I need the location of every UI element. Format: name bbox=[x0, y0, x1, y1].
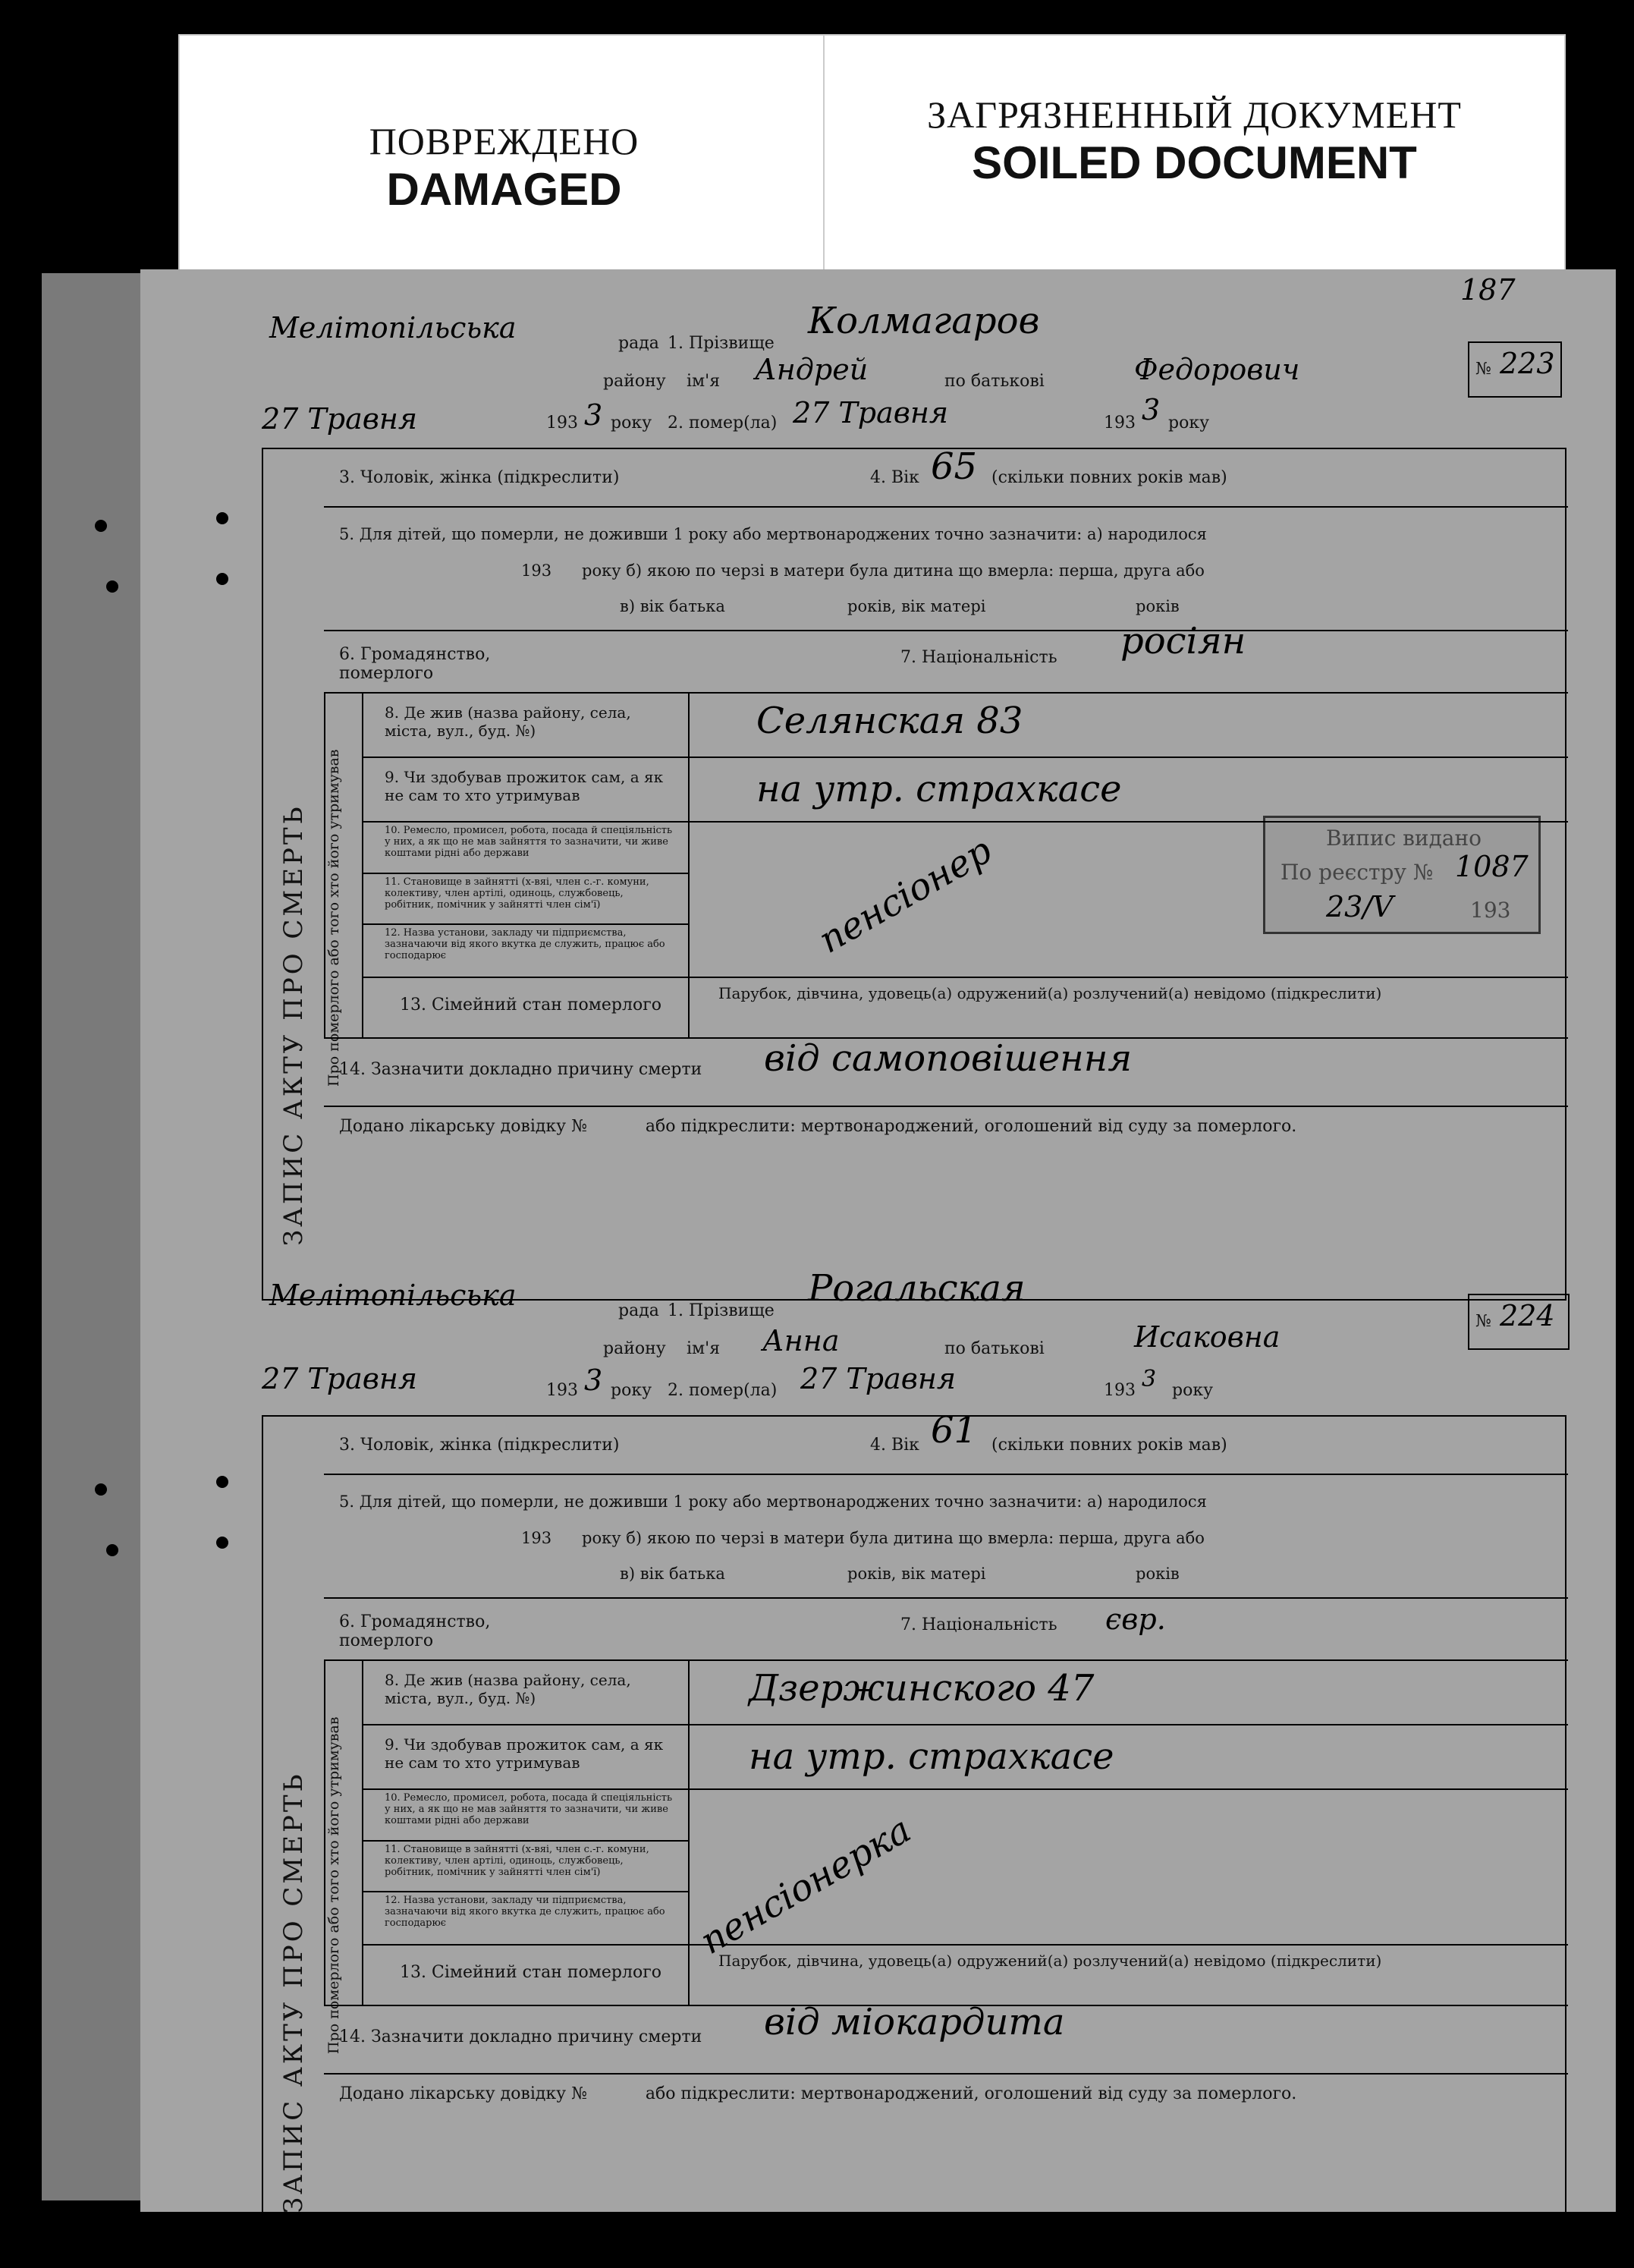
surname: Колмагаров bbox=[808, 300, 1040, 342]
field-5-label: 5. Для дітей, що померли, не доживши 1 року або мертвонароджених точно зазначити: а) народилося bbox=[339, 1493, 1207, 1511]
record-body bbox=[262, 445, 1566, 1301]
printed-label: 193 bbox=[521, 1529, 552, 1547]
printed-label: 1. Прізвище bbox=[668, 1301, 775, 1320]
soiled-label-en: SOILED DOCUMENT bbox=[972, 137, 1417, 188]
occupation: пенсіонерка bbox=[693, 1808, 919, 1963]
residence-address: Дзержинского 47 bbox=[749, 1667, 1095, 1710]
stamp-line2: По реєстру № bbox=[1280, 860, 1434, 885]
age: 65 bbox=[931, 445, 978, 488]
printed-label: 193 bbox=[1104, 414, 1136, 433]
occupation: пенсіонер bbox=[811, 829, 999, 962]
field-12-label: 12. Назва установи, закладу чи підприємства, зазначаючи від якого вкутка де служить, працює або господарює bbox=[385, 927, 665, 961]
number-sign: № bbox=[1475, 1312, 1491, 1331]
printed-label: років, вік матері bbox=[847, 1565, 986, 1583]
source-of-support: на утр. страхкасе bbox=[756, 768, 1122, 810]
printed-label: 193 bbox=[1104, 1381, 1136, 1400]
registration-date: 27 Травня bbox=[262, 402, 418, 436]
binding-hole bbox=[216, 1537, 228, 1549]
printed-label: року bbox=[611, 414, 652, 433]
printed-label: рада bbox=[618, 1301, 659, 1320]
printed-label: по батькові bbox=[944, 372, 1045, 391]
field-4-label: 4. Вік bbox=[870, 1436, 919, 1455]
residence-address: Селянская 83 bbox=[756, 700, 1023, 742]
printed-label: району bbox=[603, 372, 666, 391]
binding-hole bbox=[216, 573, 228, 585]
register-page bbox=[140, 269, 1616, 2212]
cause-of-death: від самоповішення bbox=[764, 1037, 1133, 1080]
footer-note: Додано лікарську довідку № або підкреслити: мертвонароджений, оголошений від суду за померлого. bbox=[339, 2084, 1297, 2103]
nationality: росіян bbox=[1120, 620, 1246, 662]
field-10-label: 10. Ремесло, промисел, робота, посада й спеціяльність у них, а як що не мав зайняття то зазначити, чи живе коштами рідні або держави bbox=[385, 1792, 673, 1826]
record-body bbox=[262, 1409, 1566, 2268]
field-8-label: 8. Де жив (назва району, села, міста, вул., буд. №) bbox=[385, 703, 631, 740]
field-9-label: 9. Чи здобував прожиток сам, а як не сам то хто утримував bbox=[385, 1735, 664, 1772]
first-name: Анна bbox=[762, 1324, 840, 1357]
first-name: Андрей bbox=[755, 353, 869, 386]
margin-note: 187 bbox=[1460, 273, 1516, 307]
marital-status-options: Парубок, дівчина, удовець(а) одружений(а) розлучений(а) невідомо (підкреслити) bbox=[718, 984, 1382, 1002]
stamp-line1: Випис видано bbox=[1326, 826, 1482, 851]
printed-label: років, вік матері bbox=[847, 597, 986, 615]
printed-label: по батькові bbox=[944, 1339, 1045, 1358]
record-number-box bbox=[1468, 341, 1562, 398]
printed-label: року bbox=[611, 1381, 652, 1400]
death-year-digit: 3 bbox=[1142, 1366, 1157, 1392]
binding-hole bbox=[216, 512, 228, 524]
record-number-box bbox=[1468, 1294, 1570, 1350]
footer-note: Додано лікарську довідку № або підкреслити: мертвонароджений, оголошений від суду за померлого. bbox=[339, 1117, 1297, 1136]
printed-label: ім'я bbox=[687, 372, 721, 391]
council-name: Мелітопільська bbox=[269, 311, 517, 344]
printed-label: (скільки повних років мав) bbox=[991, 1436, 1227, 1455]
stamp-year: 193 bbox=[1470, 898, 1511, 923]
printed-label: в) вік батька bbox=[620, 1565, 725, 1583]
registration-year-digit: 3 bbox=[584, 398, 603, 432]
printed-label: 2. помер(ла) bbox=[668, 414, 778, 433]
field-6-label: 6. Громадянство, померлого bbox=[339, 1612, 491, 1650]
marital-status-options: Парубок, дівчина, удовець(а) одружений(а) розлучений(а) невідомо (підкреслити) bbox=[718, 1952, 1382, 1970]
field-13-label: 13. Сімейний стан померлого bbox=[400, 1963, 662, 1982]
field-3-label: 3. Чоловік, жінка (підкреслити) bbox=[339, 1436, 620, 1455]
printed-label: ім'я bbox=[687, 1339, 721, 1358]
binding-hole bbox=[216, 1476, 228, 1488]
printed-label: 2. помер(ла) bbox=[668, 1381, 778, 1400]
side-title: ЗАПИС АКТУ ПРО СМЕРТЬ bbox=[278, 1771, 309, 2213]
printed-label: року б) якою по черзі в матери була дитина що вмерла: перша, друга або bbox=[582, 561, 1205, 580]
cause-of-death: від міокардита bbox=[764, 2001, 1065, 2043]
death-date: 27 Травня bbox=[800, 1362, 957, 1395]
field-8-label: 8. Де жив (назва району, села, міста, вул., буд. №) bbox=[385, 1671, 631, 1707]
printed-label: 1. Прізвище bbox=[668, 334, 775, 353]
printed-label: 193 bbox=[546, 1381, 578, 1400]
nationality: євр. bbox=[1105, 1603, 1166, 1636]
field-7-label: 7. Національність bbox=[900, 648, 1057, 667]
field-12-label: 12. Назва установи, закладу чи підприємства, зазначаючи від якого вкутка де служить, працює або господарює bbox=[385, 1895, 665, 1929]
field-9-label: 9. Чи здобував прожиток сам, а як не сам то хто утримував bbox=[385, 768, 664, 804]
field-14-label: 14. Зазначити докладно причину смерти bbox=[339, 1060, 702, 1079]
soiled-label-card bbox=[823, 34, 1566, 288]
field-11-label: 11. Становище в зайнятті (х-вяі, член с.-г. комуни, колективу, член артілі, одиноць, службовець, робітник, помічник у зайнятті член сім'ї) bbox=[385, 1844, 649, 1878]
printed-label: району bbox=[603, 1339, 666, 1358]
side-title: ЗАПИС АКТУ ПРО СМЕРТЬ bbox=[278, 804, 309, 1246]
field-10-label: 10. Ремесло, промисел, робота, посада й спеціяльність у них, а як що не мав зайняття то зазначити, чи живе коштами рідні або держави bbox=[385, 825, 673, 859]
number-sign: № bbox=[1475, 360, 1491, 379]
side-subtitle: Про померлого або того хто його утримував bbox=[325, 749, 342, 1087]
patronymic: Исаковна bbox=[1134, 1320, 1280, 1354]
record-number: 223 bbox=[1500, 347, 1555, 380]
binding-hole bbox=[106, 1544, 118, 1556]
death-record-form bbox=[262, 1267, 1566, 2268]
registration-date: 27 Травня bbox=[262, 1362, 418, 1395]
side-subtitle: Про померлого або того хто його утримував bbox=[325, 1716, 342, 2054]
age: 61 bbox=[931, 1409, 978, 1452]
printed-label: 193 bbox=[546, 414, 578, 433]
record-number: 224 bbox=[1500, 1299, 1555, 1332]
stamp-date: 23/V bbox=[1326, 890, 1394, 923]
field-4-label: 4. Вік bbox=[870, 468, 919, 487]
registration-year-digit: 3 bbox=[584, 1364, 603, 1397]
printed-label: року bbox=[1168, 414, 1210, 433]
patronymic: Федорович bbox=[1134, 353, 1300, 386]
printed-label: рада bbox=[618, 334, 659, 353]
binding-hole bbox=[95, 1483, 107, 1496]
stamp-register-number: 1087 bbox=[1455, 850, 1529, 883]
binding-hole bbox=[106, 580, 118, 593]
death-record-form bbox=[262, 273, 1566, 1301]
printed-label: (скільки повних років мав) bbox=[991, 468, 1227, 487]
field-14-label: 14. Зазначити докладно причину смерти bbox=[339, 2027, 702, 2046]
binding-hole bbox=[95, 520, 107, 532]
printed-label: років bbox=[1136, 597, 1180, 615]
field-6-label: 6. Громадянство, померлого bbox=[339, 645, 491, 683]
damaged-label-card bbox=[178, 34, 830, 288]
printed-label: року bbox=[1172, 1381, 1214, 1400]
damaged-label-en: DAMAGED bbox=[386, 164, 622, 215]
field-3-label: 3. Чоловік, жінка (підкреслити) bbox=[339, 468, 620, 487]
death-date: 27 Травня bbox=[793, 396, 949, 429]
printed-label: в) вік батька bbox=[620, 597, 725, 615]
surname: Рогальская bbox=[808, 1267, 1026, 1310]
printed-label: років bbox=[1136, 1565, 1180, 1583]
death-year-digit: 3 bbox=[1142, 393, 1161, 426]
printed-label: року б) якою по черзі в матери була дитина що вмерла: перша, друга або bbox=[582, 1529, 1205, 1547]
printed-label: 193 bbox=[521, 561, 552, 580]
field-11-label: 11. Становище в зайнятті (х-вяі, член с.-г. комуни, колективу, член артілі, одиноць, службовець, робітник, помічник у зайнятті член сім'ї) bbox=[385, 876, 649, 911]
council-name: Мелітопільська bbox=[269, 1279, 517, 1312]
field-7-label: 7. Національність bbox=[900, 1615, 1057, 1634]
damaged-label-ru: ПОВРЕЖДЕНО bbox=[369, 120, 639, 162]
soiled-label-ru: ЗАГРЯЗНЕННЫЙ ДОКУМЕНТ bbox=[927, 93, 1462, 136]
source-of-support: на утр. страхкасе bbox=[749, 1735, 1114, 1778]
field-13-label: 13. Сімейний стан померлого bbox=[400, 996, 662, 1014]
field-5-label: 5. Для дітей, що померли, не доживши 1 року або мертвонароджених точно зазначити: а) народилося bbox=[339, 525, 1207, 543]
